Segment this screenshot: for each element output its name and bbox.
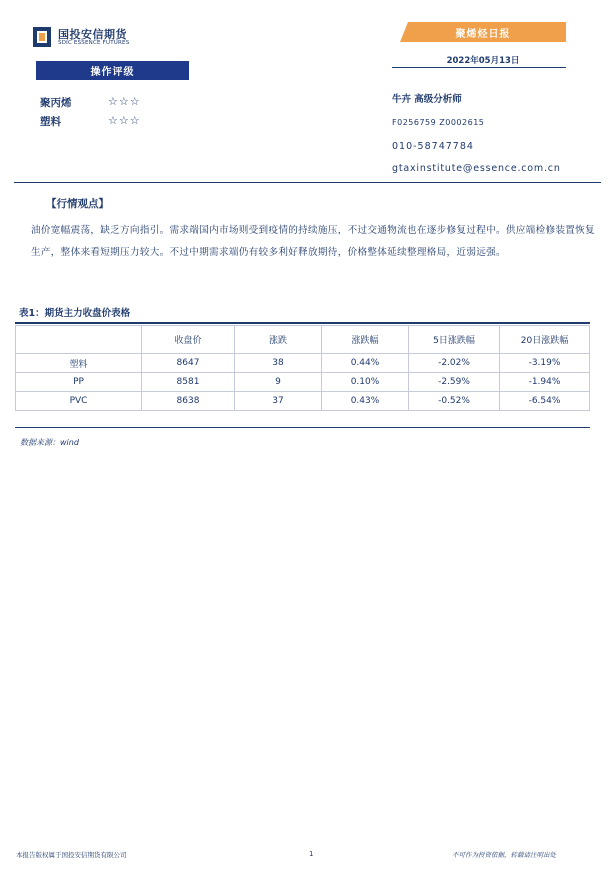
table-row [16, 392, 590, 411]
table-cell: 0.43% [322, 392, 409, 411]
table-cell: 38 [235, 354, 322, 373]
badge-corner [400, 22, 408, 42]
table-cell: -2.02% [409, 354, 500, 373]
table-header-cell: 20日涨跌幅 [500, 326, 590, 354]
company-name-en: SDIC ESSENCE FUTURES [58, 40, 130, 46]
table-header-cell: 5日涨跌幅 [409, 326, 500, 354]
star-rating-icon: ☆☆☆ [108, 95, 141, 108]
table-cell: 0.10% [322, 373, 409, 392]
table-cell: 塑料 [16, 354, 142, 373]
footer-disclaimer: 不可作为投资依据，转载请注明出处 [452, 851, 556, 859]
table-cell: -3.19% [500, 354, 590, 373]
analyst-phone: 010-58747784 [392, 141, 474, 152]
header-divider [14, 182, 601, 183]
market-view-text: 油价宽幅震荡，缺乏方向指引。需求端国内市场则受到疫情的持续施压，不过交通物流也在逐步修复过程中。供应端检修装置恢复生产，整体来看短期压力较大。不过中期需求端仍有较多利好释放期待，价格整体延续整理格局，近弱远强。 [31, 225, 595, 258]
table-bottom-rule [15, 427, 590, 428]
table-header-cell: 收盘价 [142, 326, 235, 354]
table-cell: 8647 [142, 354, 235, 373]
table-header-cell: 涨跌 [235, 326, 322, 354]
table-row [16, 354, 590, 373]
table-cell: 0.44% [322, 354, 409, 373]
table-cell: 8638 [142, 392, 235, 411]
table-cell: -0.52% [409, 392, 500, 411]
table-cell: 9 [235, 373, 322, 392]
footer-copyright: 本报告版权属于国投安信期货有限公司 [16, 851, 127, 859]
company-name-cn: 国投安信期货 [58, 28, 127, 41]
table-cell: -6.54% [500, 392, 590, 411]
rating-product-name: 聚丙烯 [40, 97, 72, 109]
page-number: 1 [309, 850, 314, 858]
rating-stars-plastic [108, 109, 141, 128]
analyst-email-link[interactable]: gtaxinstitute@essence.com.cn [392, 163, 561, 174]
table-title: 表1：期货主力收盘价表格 [19, 308, 131, 319]
rating-row-plastic [40, 110, 61, 129]
data-source: 数据来源：wind [20, 438, 79, 447]
company-logo-icon [33, 27, 51, 47]
table-top-rule [15, 322, 590, 324]
table-cell: -2.59% [409, 373, 500, 392]
table-cell: 37 [235, 392, 322, 411]
table-cell: 8581 [142, 373, 235, 392]
table-cell: PP [16, 373, 142, 392]
table-row [16, 373, 590, 392]
section-title: 【行情观点】 [46, 198, 109, 210]
date-divider [392, 67, 566, 68]
rating-row-pp [40, 91, 72, 110]
analyst-cert-ids: F0256759 Z0002615 [392, 118, 485, 127]
table-cell: PVC [16, 392, 142, 411]
analyst-name: 牛卉 高级分析师 [392, 94, 462, 105]
price-table [15, 325, 590, 411]
table-header-cell [16, 326, 142, 354]
rating-header: 操作评级 [36, 61, 189, 80]
star-rating-icon: ☆☆☆ [108, 114, 141, 127]
report-date: 2022年05月13日 [446, 56, 520, 66]
table-header-cell: 涨跌幅 [322, 326, 409, 354]
rating-stars-pp [108, 90, 141, 109]
table-cell: -1.94% [500, 373, 590, 392]
rating-product-name: 塑料 [40, 116, 61, 128]
table-header-row [16, 326, 590, 354]
report-type-badge: 聚烯烃日报 [400, 22, 566, 42]
